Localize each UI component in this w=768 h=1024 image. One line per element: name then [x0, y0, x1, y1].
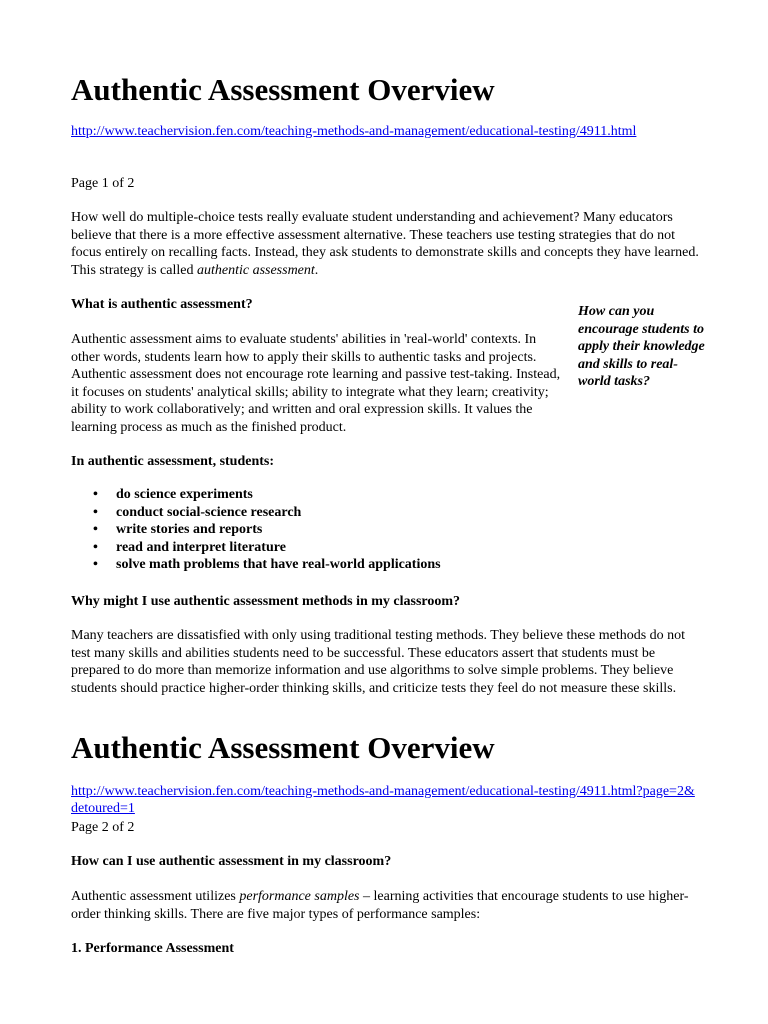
intro-emphasis: authentic assessment: [196, 262, 315, 278]
q1-body: Authentic assessment aims to evaluate students' abilities in 'real-world' contexts. In other words, students learn how to apply their skills to authentic tasks and projects. Authentic assessment does not encourage rote learning and passive test-taking. Instead, it focuses on students' analytical skills; ability to integrate what they learn; creativity; ability to work collaboratively; and written and oral expression skills. It values the learning process as much as the finished product.: [71, 332, 561, 435]
q2-body: Many teachers are dissatisfied with only using traditional testing methods. They believe these methods do not test many skills and abilities students need to be successful. These educators assert that students must be prepared to do more than memorize information and use algorithms to solve simple problems. They believe students should practice higher-order thinking skills, and criticize tests they feel do not measure these skills.: [71, 628, 686, 696]
q3-body: Authentic assessment utilizes performance samples – learning activities that encourage students to use higher-order thinking skills. There are five major types of performance samples:: [71, 889, 689, 922]
q2-heading: Why might I use authentic assessment methods in my classroom?: [71, 594, 461, 609]
section1-page-label: Page 1 of 2: [71, 176, 135, 191]
activities-list: [71, 486, 441, 574]
bullet-icon: •: [93, 557, 98, 572]
section1-title: Authentic Assessment Overview: [71, 72, 495, 107]
q1-heading: What is authentic assessment?: [71, 297, 253, 312]
sidebar-quote: How can you encourage students to apply their knowledge and skills to real-world tasks?: [578, 304, 705, 389]
list-item: • do science experiments: [93, 487, 253, 502]
bullet-icon: •: [93, 522, 98, 537]
list-item: • conduct social-science research: [93, 504, 302, 520]
intro-paragraph: How well do multiple-choice tests really evaluate student understanding and achievement? Many educators believe that there is a more effective assessment alternative. These teachers use testing strategies that do not focus entirely on recalling facts. Instead, they ask students to demonstrate skills and concepts they have learned. This strategy is called authentic assessment.: [71, 210, 699, 278]
section1-url-link[interactable]: http://www.teachervision.fen.com/teaching-methods-and-management/educational-testing/4911.html: [71, 124, 637, 139]
list-item: • read and interpret literature: [93, 539, 286, 555]
section2-page-label: Page 2 of 2: [71, 820, 135, 835]
list-item: • solve math problems that have real-world applications: [93, 557, 441, 572]
section2-title: Authentic Assessment Overview: [71, 730, 495, 765]
bullet-icon: •: [93, 504, 98, 520]
list-item: • write stories and reports: [93, 522, 263, 537]
list-heading: In authentic assessment, students:: [71, 454, 275, 469]
section2-url-link[interactable]: http://www.teachervision.fen.com/teaching-methods-and-management/educational-testing/4911.html?page=2&detoured=1: [71, 784, 695, 816]
bullet-icon: •: [93, 487, 98, 502]
q3-emphasis: performance samples: [239, 889, 360, 904]
performance-assessment-subheading: 1. Performance Assessment: [71, 941, 234, 956]
bullet-icon: •: [93, 539, 98, 555]
q3-heading: How can I use authentic assessment in my classroom?: [71, 854, 392, 869]
